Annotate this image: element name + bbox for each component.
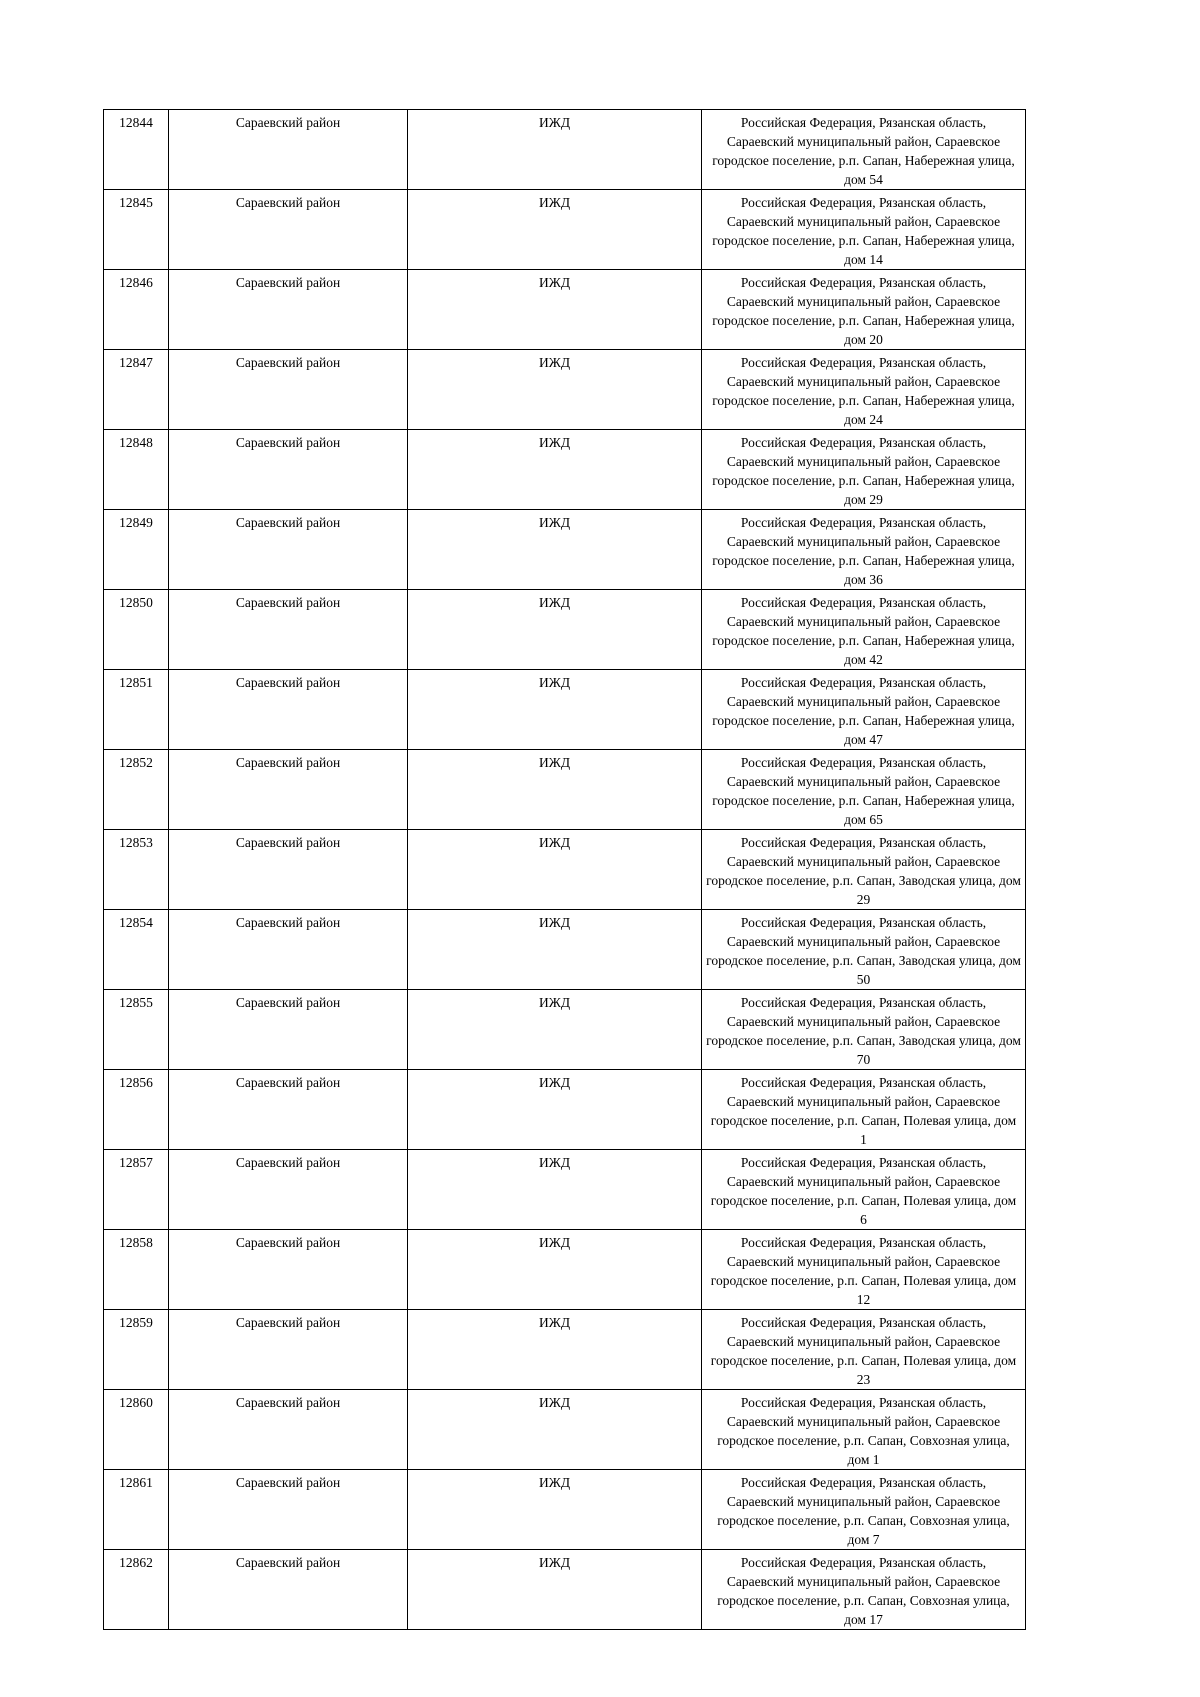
- record-number-cell: 12851: [104, 670, 169, 750]
- object-type-cell: ИЖД: [408, 1230, 702, 1310]
- address-cell: Российская Федерация, Рязанская область, Сараевский муниципальный район, Сараевское городское поселение, р.п. Сапан, Совхозная улица, дом 7: [702, 1470, 1026, 1550]
- object-type-cell: ИЖД: [408, 670, 702, 750]
- table-row: [104, 1310, 1026, 1390]
- district-cell: Сараевский район: [169, 1150, 408, 1230]
- object-type-cell: ИЖД: [408, 590, 702, 670]
- object-type-cell: ИЖД: [408, 1550, 702, 1630]
- table-row: [104, 830, 1026, 910]
- district-cell: Сараевский район: [169, 750, 408, 830]
- table-row: [104, 1390, 1026, 1470]
- object-type-cell: ИЖД: [408, 910, 702, 990]
- table-row: [104, 430, 1026, 510]
- record-number-cell: 12860: [104, 1390, 169, 1470]
- table-row: [104, 1470, 1026, 1550]
- address-cell: Российская Федерация, Рязанская область, Сараевский муниципальный район, Сараевское городское поселение, р.п. Сапан, Полевая улица, дом 1: [702, 1070, 1026, 1150]
- table-row: [104, 1230, 1026, 1310]
- table-row: [104, 1150, 1026, 1230]
- object-type-cell: ИЖД: [408, 750, 702, 830]
- record-number-cell: 12854: [104, 910, 169, 990]
- record-number-cell: 12862: [104, 1550, 169, 1630]
- district-cell: Сараевский район: [169, 350, 408, 430]
- object-type-cell: ИЖД: [408, 830, 702, 910]
- record-number-cell: 12856: [104, 1070, 169, 1150]
- address-cell: Российская Федерация, Рязанская область, Сараевский муниципальный район, Сараевское городское поселение, р.п. Сапан, Совхозная улица, дом 1: [702, 1390, 1026, 1470]
- address-cell: Российская Федерация, Рязанская область, Сараевский муниципальный район, Сараевское городское поселение, р.п. Сапан, Заводская улица, дом 50: [702, 910, 1026, 990]
- record-number-cell: 12853: [104, 830, 169, 910]
- district-cell: Сараевский район: [169, 910, 408, 990]
- table-row: [104, 510, 1026, 590]
- address-cell: Российская Федерация, Рязанская область, Сараевский муниципальный район, Сараевское городское поселение, р.п. Сапан, Полевая улица, дом 12: [702, 1230, 1026, 1310]
- address-cell: Российская Федерация, Рязанская область, Сараевский муниципальный район, Сараевское городское поселение, р.п. Сапан, Набережная улица, дом 42: [702, 590, 1026, 670]
- record-number-cell: 12861: [104, 1470, 169, 1550]
- address-cell: Российская Федерация, Рязанская область, Сараевский муниципальный район, Сараевское городское поселение, р.п. Сапан, Полевая улица, дом 6: [702, 1150, 1026, 1230]
- data-table: [103, 109, 1026, 1630]
- table-row: [104, 1550, 1026, 1630]
- object-type-cell: ИЖД: [408, 1150, 702, 1230]
- district-cell: Сараевский район: [169, 1070, 408, 1150]
- address-cell: Российская Федерация, Рязанская область, Сараевский муниципальный район, Сараевское городское поселение, р.п. Сапан, Набережная улица, дом 24: [702, 350, 1026, 430]
- address-cell: Российская Федерация, Рязанская область, Сараевский муниципальный район, Сараевское городское поселение, р.п. Сапан, Набережная улица, дом 47: [702, 670, 1026, 750]
- address-cell: Российская Федерация, Рязанская область, Сараевский муниципальный район, Сараевское городское поселение, р.п. Сапан, Заводская улица, дом 70: [702, 990, 1026, 1070]
- object-type-cell: ИЖД: [408, 510, 702, 590]
- object-type-cell: ИЖД: [408, 350, 702, 430]
- address-cell: Российская Федерация, Рязанская область, Сараевский муниципальный район, Сараевское городское поселение, р.п. Сапан, Совхозная улица, дом 17: [702, 1550, 1026, 1630]
- object-type-cell: ИЖД: [408, 990, 702, 1070]
- address-cell: Российская Федерация, Рязанская область, Сараевский муниципальный район, Сараевское городское поселение, р.п. Сапан, Набережная улица, дом 54: [702, 110, 1026, 190]
- table-row: [104, 110, 1026, 190]
- record-number-cell: 12846: [104, 270, 169, 350]
- address-cell: Российская Федерация, Рязанская область, Сараевский муниципальный район, Сараевское городское поселение, р.п. Сапан, Набережная улица, дом 36: [702, 510, 1026, 590]
- table-row: [104, 590, 1026, 670]
- table-row: [104, 350, 1026, 430]
- address-cell: Российская Федерация, Рязанская область, Сараевский муниципальный район, Сараевское городское поселение, р.п. Сапан, Набережная улица, дом 14: [702, 190, 1026, 270]
- table-row: [104, 990, 1026, 1070]
- table-row: [104, 670, 1026, 750]
- record-number-cell: 12847: [104, 350, 169, 430]
- address-cell: Российская Федерация, Рязанская область, Сараевский муниципальный район, Сараевское городское поселение, р.п. Сапан, Заводская улица, дом 29: [702, 830, 1026, 910]
- district-cell: Сараевский район: [169, 110, 408, 190]
- table-row: [104, 1070, 1026, 1150]
- district-cell: Сараевский район: [169, 830, 408, 910]
- address-cell: Российская Федерация, Рязанская область, Сараевский муниципальный район, Сараевское городское поселение, р.п. Сапан, Полевая улица, дом 23: [702, 1310, 1026, 1390]
- record-number-cell: 12844: [104, 110, 169, 190]
- district-cell: Сараевский район: [169, 510, 408, 590]
- record-number-cell: 12852: [104, 750, 169, 830]
- district-cell: Сараевский район: [169, 1390, 408, 1470]
- object-type-cell: ИЖД: [408, 110, 702, 190]
- object-type-cell: ИЖД: [408, 270, 702, 350]
- district-cell: Сараевский район: [169, 670, 408, 750]
- object-type-cell: ИЖД: [408, 1310, 702, 1390]
- record-number-cell: 12858: [104, 1230, 169, 1310]
- district-cell: Сараевский район: [169, 990, 408, 1070]
- record-number-cell: 12859: [104, 1310, 169, 1390]
- table-row: [104, 270, 1026, 350]
- record-number-cell: 12857: [104, 1150, 169, 1230]
- district-cell: Сараевский район: [169, 190, 408, 270]
- district-cell: Сараевский район: [169, 1230, 408, 1310]
- record-number-cell: 12855: [104, 990, 169, 1070]
- object-type-cell: ИЖД: [408, 1470, 702, 1550]
- district-cell: Сараевский район: [169, 1550, 408, 1630]
- object-type-cell: ИЖД: [408, 1070, 702, 1150]
- district-cell: Сараевский район: [169, 590, 408, 670]
- table-body: [104, 110, 1026, 1630]
- address-cell: Российская Федерация, Рязанская область, Сараевский муниципальный район, Сараевское городское поселение, р.п. Сапан, Набережная улица, дом 29: [702, 430, 1026, 510]
- table-row: [104, 750, 1026, 830]
- table-row: [104, 190, 1026, 270]
- address-cell: Российская Федерация, Рязанская область, Сараевский муниципальный район, Сараевское городское поселение, р.п. Сапан, Набережная улица, дом 65: [702, 750, 1026, 830]
- record-number-cell: 12849: [104, 510, 169, 590]
- district-cell: Сараевский район: [169, 430, 408, 510]
- object-type-cell: ИЖД: [408, 190, 702, 270]
- district-cell: Сараевский район: [169, 1310, 408, 1390]
- district-cell: Сараевский район: [169, 270, 408, 350]
- record-number-cell: 12850: [104, 590, 169, 670]
- object-type-cell: ИЖД: [408, 1390, 702, 1470]
- record-number-cell: 12845: [104, 190, 169, 270]
- table-row: [104, 910, 1026, 990]
- object-type-cell: ИЖД: [408, 430, 702, 510]
- address-cell: Российская Федерация, Рязанская область, Сараевский муниципальный район, Сараевское городское поселение, р.п. Сапан, Набережная улица, дом 20: [702, 270, 1026, 350]
- record-number-cell: 12848: [104, 430, 169, 510]
- district-cell: Сараевский район: [169, 1470, 408, 1550]
